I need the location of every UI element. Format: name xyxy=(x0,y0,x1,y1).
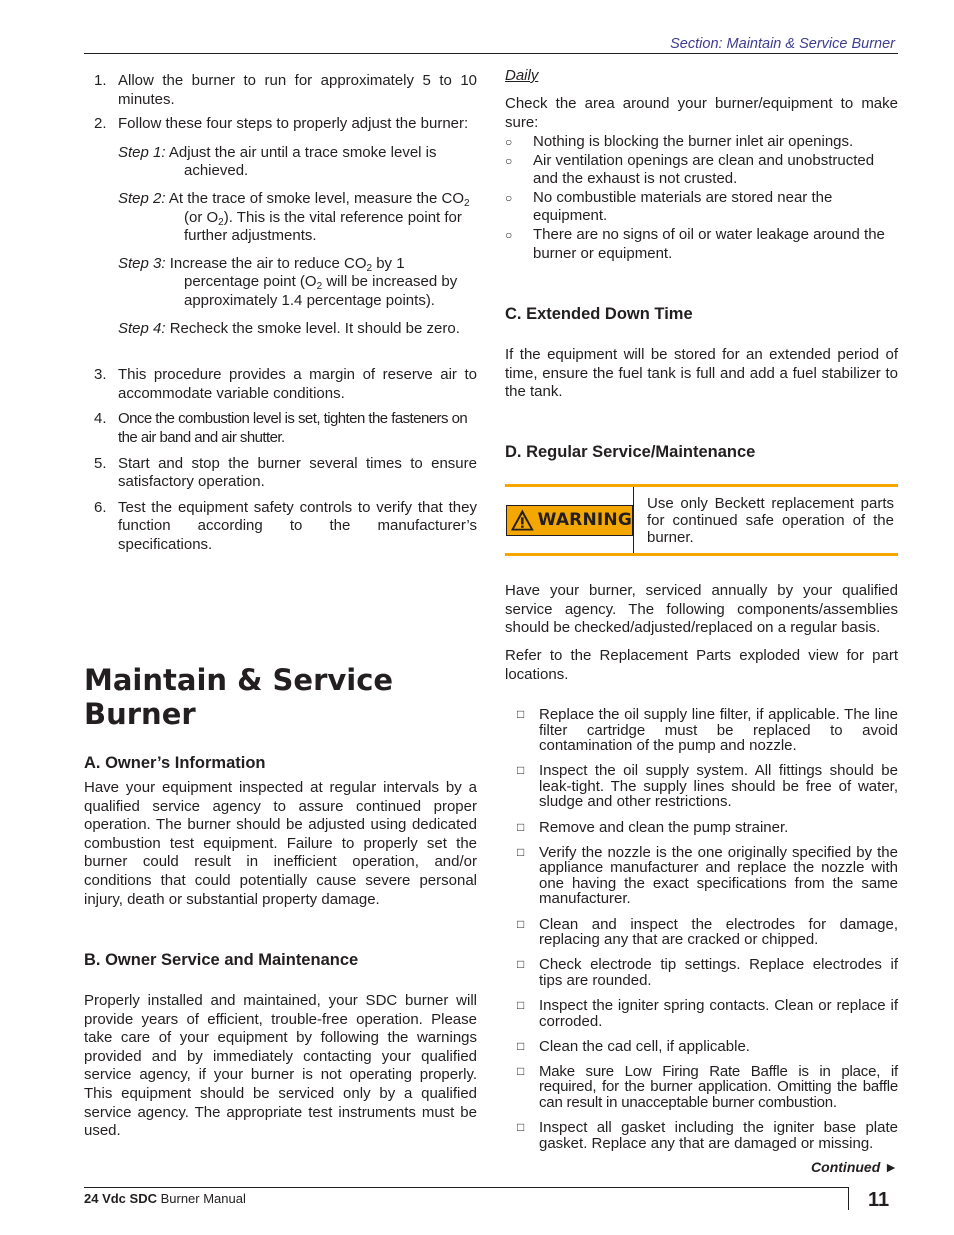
section-d-text-2: Refer to the Replacement Parts exploded view for part locations. xyxy=(505,647,898,683)
substep-3: Step 3: Increase the air to reduce $CO_2$ by 1 percentage point ($O_2$ will be increased by approximately 1.4 percentage points). xyxy=(118,254,458,309)
section-a-heading: A. Owner’s Information xyxy=(84,754,266,772)
section-a-text: Have your equipment inspected at regular intervals by a qualified service agency to assure continued proper operation. The burner should be adjusted using dedicated combustion test equipment. Failure to properly set the burner could result in inefficient operation, and/or conditions that could potentially cause severe personal injury, death or substantial property damage. xyxy=(84,779,477,908)
substep-2: Step 2: At the trace of smoke level, measure the $CO_2$ (or $O_2$). This is the vital reference point for further adjustments. xyxy=(118,189,470,245)
list-item: □ Replace the oil supply line filter, if applicable. The line filter cartridge must be replaced to avoid contamination of the pump and nozzle. xyxy=(517,706,898,755)
footer-rule xyxy=(84,1187,848,1188)
warning-message: Use only Beckett replacement parts for continued safe operation of the burner. xyxy=(647,494,894,546)
section-c-heading: C. Extended Down Time xyxy=(505,305,693,323)
list-item: □ Make sure Low Firing Rate Baffle is in place, if required, for the burner application. Omitting the baffle can result in unacceptable burner combustion. xyxy=(517,1062,898,1111)
section-b-text: Properly installed and maintained, your SDC burner will provide years of efficient, trouble-free operation. Please take care of your equipment by following the warnings provided and by immediately contacting your qualified service agency, if your burner is not operating properly. This equipment should be serviced only by a qualified service agency. The appropriate test instruments must be used. xyxy=(84,992,477,1140)
list-item: 2. Follow these four steps to properly adjust the burner: xyxy=(94,115,469,133)
substeps xyxy=(84,144,477,338)
list-item: □ Check electrode tip settings. Replace electrodes if tips are rounded. xyxy=(517,956,898,989)
warning-box xyxy=(505,484,898,556)
list-item: □ Remove and clean the pump strainer. xyxy=(517,818,789,836)
adjust-steps-list xyxy=(84,72,477,134)
list-item: □ Inspect the igniter spring contacts. Clean or replace if corroded. xyxy=(517,996,898,1030)
section-b-heading: B. Owner Service and Maintenance xyxy=(84,951,359,969)
list-item: □ Verify the nozzle is the one originally specified by the appliance manufacturer and replace the nozzle with one having the exact specifications from the same manufacturer. xyxy=(517,843,898,908)
list-item: ○ There are no signs of oil or water leakage around the burner or equipment. xyxy=(505,225,885,262)
footer-title: 24 Vdc SDC Burner Manual xyxy=(84,1191,246,1206)
left-column xyxy=(84,72,477,560)
list-item: 1. Allow the burner to run for approximately 5 to 10 minutes. xyxy=(94,72,477,108)
list-item: □ Clean the cad cell, if applicable. xyxy=(517,1037,750,1055)
list-item: 4. Once the combustion level is set, tighten the fasteners on the air band and air shutter. xyxy=(94,410,468,446)
list-item: 6. Test the equipment safety controls to verify that they function according to the manufacturer’s specifications. xyxy=(94,498,477,553)
substep-1: Step 1: Adjust the air until a trace smoke level is achieved. xyxy=(118,143,437,180)
section-d-heading: D. Regular Service/Maintenance xyxy=(505,443,756,461)
section-label: Section: Maintain & Service Burner xyxy=(670,36,895,52)
list-item: 3. This procedure provides a margin of reserve air to accommodate variable conditions. xyxy=(94,366,477,402)
warning-label: WARNING xyxy=(537,509,632,530)
service-checklist xyxy=(505,707,898,1161)
list-item: 5. Start and stop the burner several times to ensure satisfactory operation. xyxy=(94,454,477,491)
header-rule xyxy=(84,53,898,54)
page-number: 11 xyxy=(868,1189,890,1211)
list-item: ○ Air ventilation openings are clean and unobstructed and the exhaust is not crusted. xyxy=(505,151,875,188)
warning-badge xyxy=(506,505,633,536)
footer-divider xyxy=(848,1187,849,1210)
section-c-text: If the equipment will be stored for an extended period of time, ensure the fuel tank is full and add a fuel stabilizer to the tank. xyxy=(505,346,898,401)
substep-4: Step 4: Recheck the smoke level. It should be zero. xyxy=(118,319,460,337)
daily-heading: Daily xyxy=(505,67,539,84)
daily-checklist xyxy=(505,133,898,263)
followup-steps-list xyxy=(84,366,477,554)
daily-intro: Check the area around your burner/equipment to make sure: xyxy=(505,95,898,131)
list-item: □ Inspect the oil supply system. All fittings should be leak-tight. The supply lines should be free of water, sludge and other restrictions. xyxy=(517,762,898,811)
continued-label: Continued ► xyxy=(811,1159,898,1175)
list-item: ○ Nothing is blocking the burner inlet air openings. xyxy=(505,133,854,150)
warning-triangle-icon xyxy=(510,507,535,533)
list-item: ○ No combustible materials are stored near the equipment. xyxy=(505,188,833,225)
list-item: □ Clean and inspect the electrodes for damage, replacing any that are cracked or chipped. xyxy=(517,915,898,949)
section-d-text-1: Have your burner, serviced annually by your qualified service agency. The following components/assemblies should be checked/adjusted/replaced on a regular basis. xyxy=(505,582,898,637)
list-item: □ Inspect all gasket including the igniter base plate gasket. Replace any that are damaged or missing. xyxy=(517,1118,898,1152)
page-title: Maintain & Service Burner xyxy=(84,663,394,731)
